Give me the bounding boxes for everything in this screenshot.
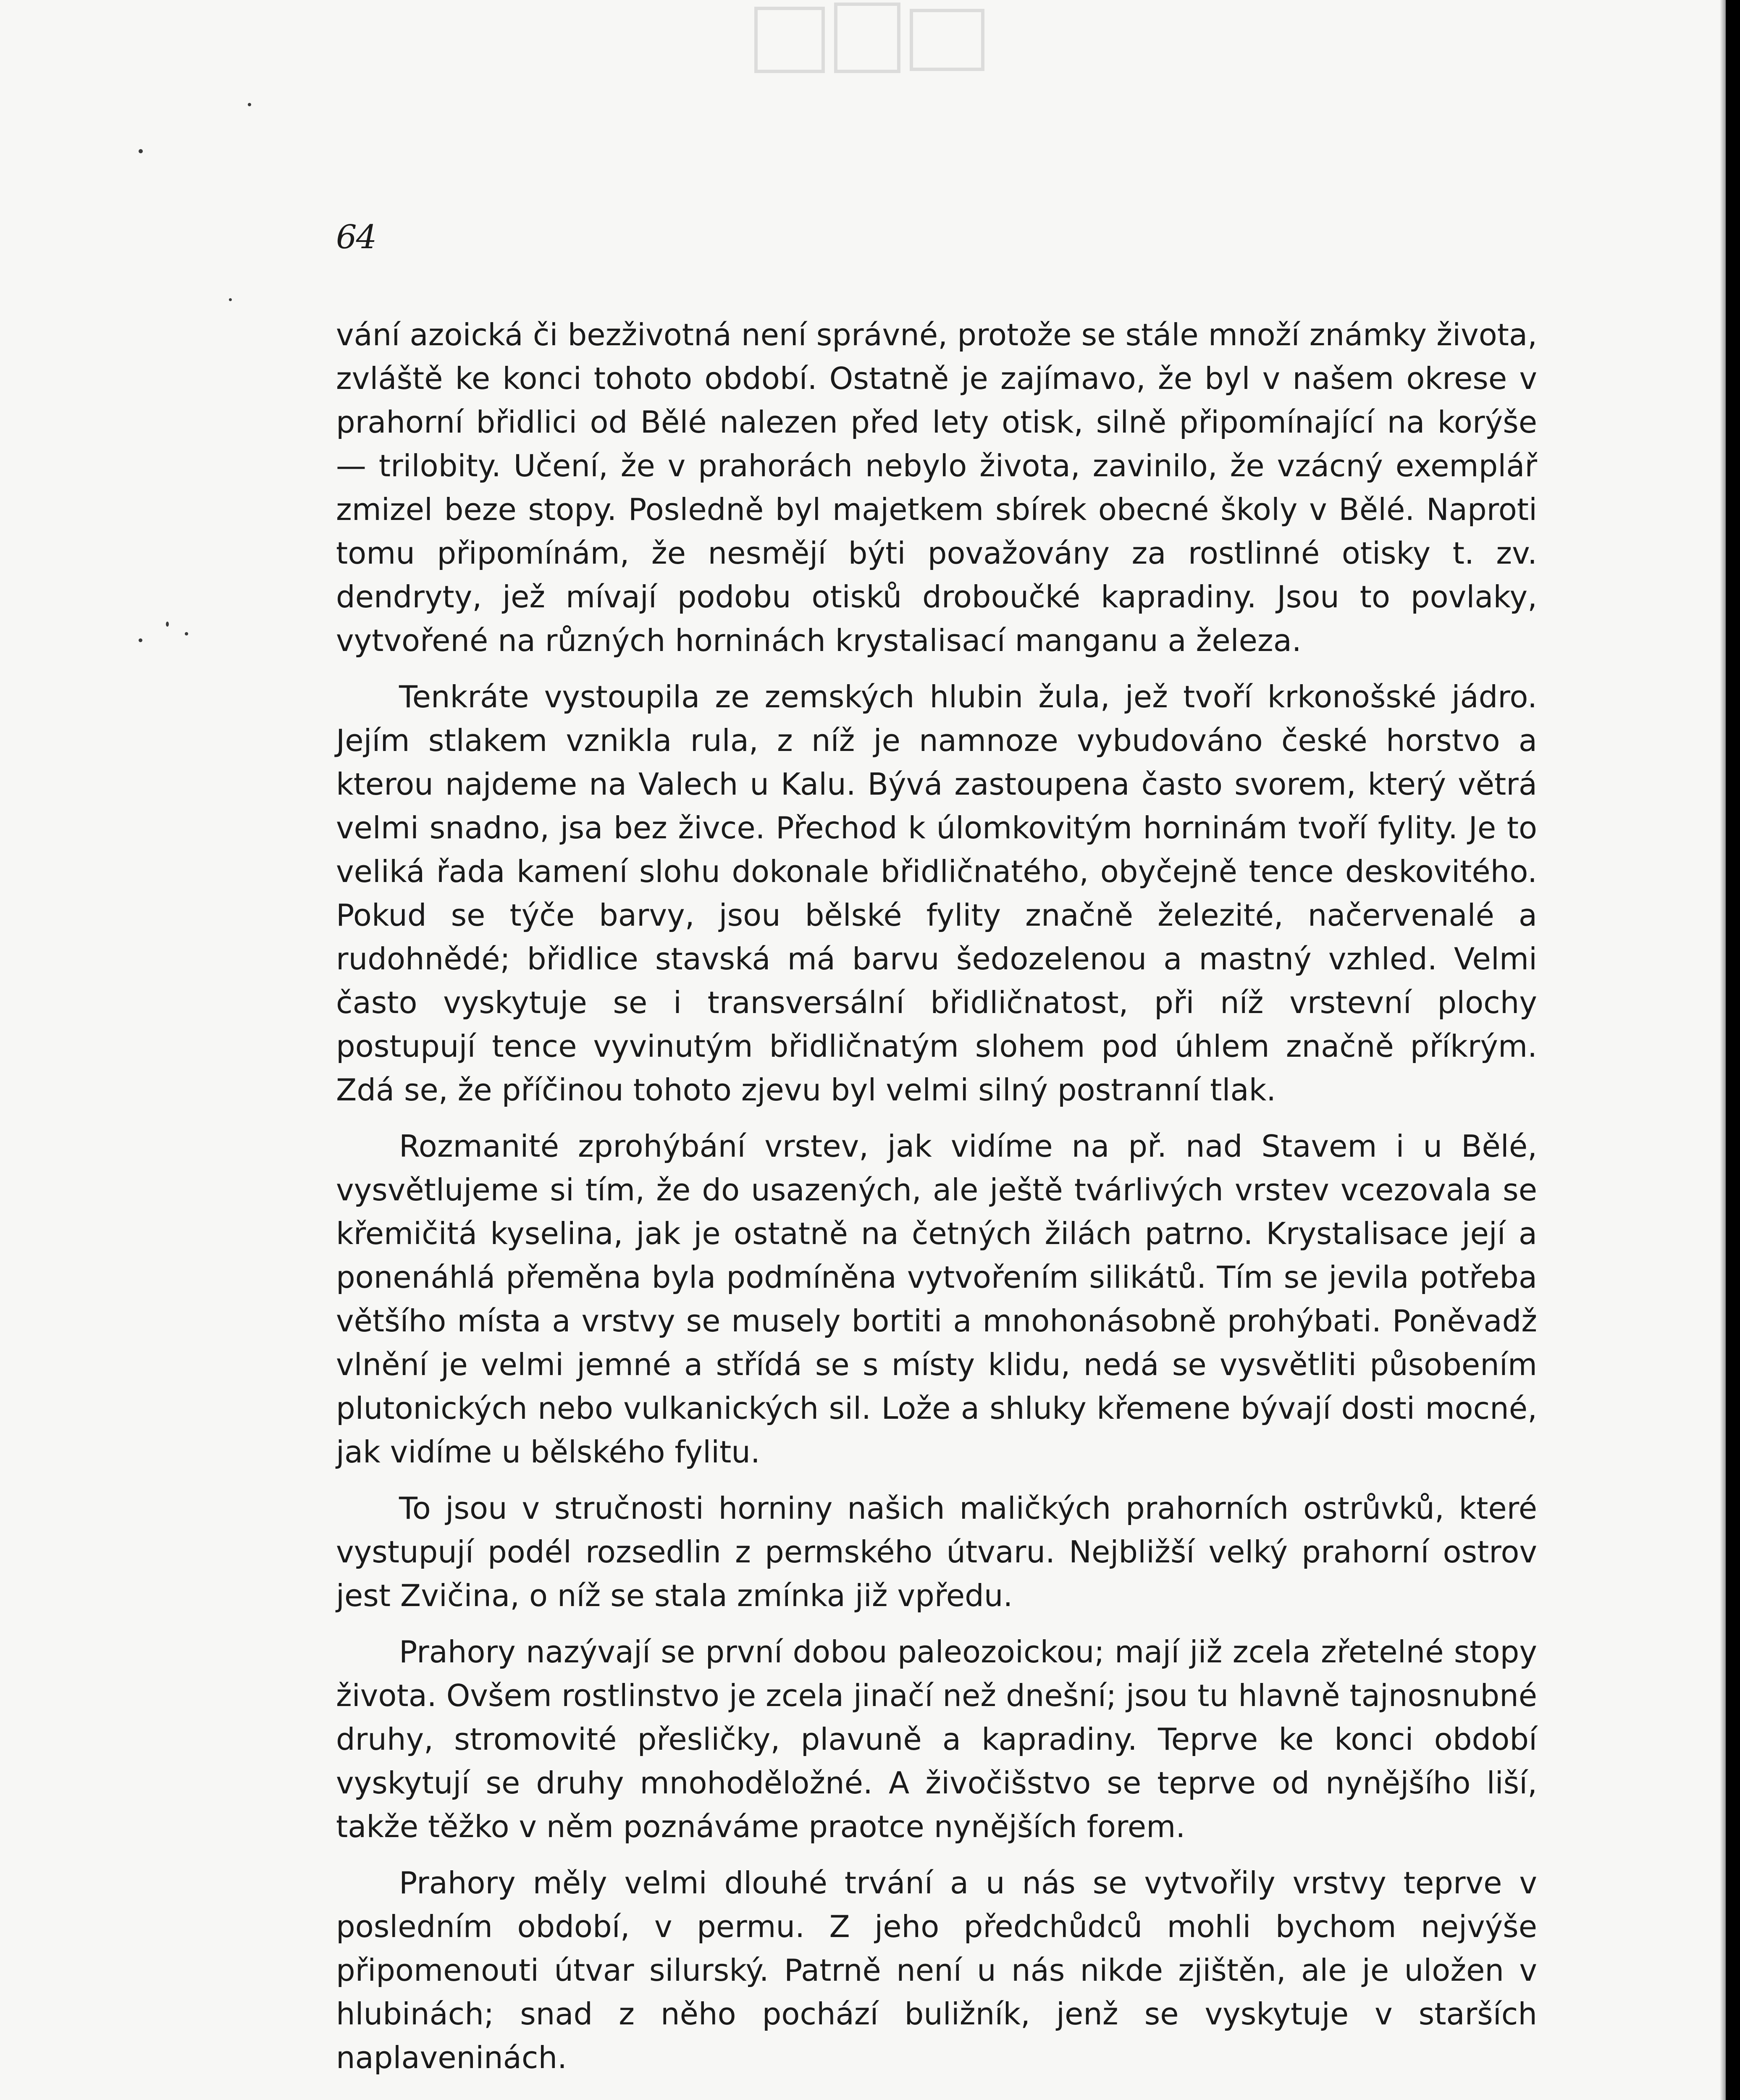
paragraph: Prahory nazývají se první dobou paleozoickou; mají již zcela zřetelné stopy života. Ovšem rostlinstvo je zcela jinačí než dnešní; jsou tu hlavně tajnosnubné druhy, stromovité přesličky, plavuně a kapradiny. Teprve ke konci období vyskytují se druhy mnohoděložné. A živočišstvo se teprve od nynějšího liší, takže těžko v něm poznáváme praotce nynějších forem. [336, 1634, 1537, 1844]
paragraph: vání azoická či bezživotná není správné, protože se stále množí známky života, zvláště ke konci tohoto období. Ostatně je zajímavo, že byl v našem okrese v prahorní břidlici od Bělé nalezen před lety otisk, silně připomínající na korýše — trilobity. Učení, že v prahorách nebylo života, zavinilo, že vzácný exemplář zmizel beze stopy. Posledně byl majetkem sbírek obecné školy v Bělé. Naproti tomu připomínám, že nesmějí býti považovány za rostlinné otisky t. zv. dendryty, jež mívají podobu otisků droboučké kapradiny. Jsou to povlaky, vytvořené na různých horninách krystalisací manganu a železa. [336, 317, 1537, 658]
dust-speck [248, 103, 251, 106]
dust-speck [166, 622, 169, 627]
faint-stamp-mark [752, 0, 987, 80]
body-text [336, 313, 1537, 2092]
dust-speck [139, 149, 143, 153]
paragraph: To jsou v stručnosti horniny našich maličkých prahorních ostrůvků, které vystupují podél rozsedlin z permského útvaru. Nejbližší velký prahorní ostrov jest Zvičina, o níž se stala zmínka již vpředu. [336, 1491, 1537, 1613]
scan-border [1726, 0, 1740, 2100]
dust-speck [229, 298, 232, 301]
page-edge-shadow [1720, 0, 1726, 2100]
page-number: 64 [336, 218, 376, 256]
paragraph: Prahory měly velmi dlouhé trvání a u nás se vytvořily vrstvy teprve v posledním období, v permu. Z jeho předchůdců mohli bychom nejvýše připomenouti útvar silurský. Patrně není u nás nikde zjištěn, ale je uložen v hlubinách; snad z něho pochází buližník, jenž se vyskytuje v starších naplaveninách. [336, 1865, 1537, 2075]
paragraph: Rozmanité zprohýbání vrstev, jak vidíme na př. nad Stavem i u Bělé, vysvětlujeme si tím, že do usazených, ale ještě tvárlivých vrstev vcezovala se křemičitá kyselina, jak je ostatně na četných žilách patrno. Krystalisace její a ponenáhlá přeměna byla podmíněna vytvořením silikátů. Tím se jevila potřeba většího místa a vrstvy se musely bortiti a mnohonásobně prohýbati. Poněvadž vlnění je velmi jemné a střídá se s místy klidu, nedá se vysvětliti působením plutonických nebo vulkanických sil. Lože a shluky křemene bývají dosti mocné, jak vidíme u bělského fylitu. [336, 1129, 1537, 1470]
dust-speck [139, 638, 142, 642]
paragraph: Tenkráte vystoupila ze zemských hlubin žula, jež tvoří krkonošské jádro. Jejím stlakem vznikla rula, z níž je namnoze vybudováno české horstvo a kterou najdeme na Valech u Kalu. Bývá zastoupena často svorem, který větrá velmi snadno, jsa bez živce. Přechod k úlomkovitým horninám tvoří fylity. Je to veliká řada kamení slohu dokonale břidličnatého, obyčejně tence deskovitého. Pokud se týče barvy, jsou bělské fylity značně železité, načervenalé a rudohnědé; břidlice stavská má barvu šedozelenou a mastný vzhled. Velmi často vyskytuje se i transversální břidličnatost, při níž vrstevní plochy postupují tence vyvinutým břidličnatým slohem pod úhlem značně příkrým. Zdá se, že příčinou tohoto zjevu byl velmi silný postranní tlak. [336, 679, 1537, 1108]
dust-speck [185, 632, 188, 635]
